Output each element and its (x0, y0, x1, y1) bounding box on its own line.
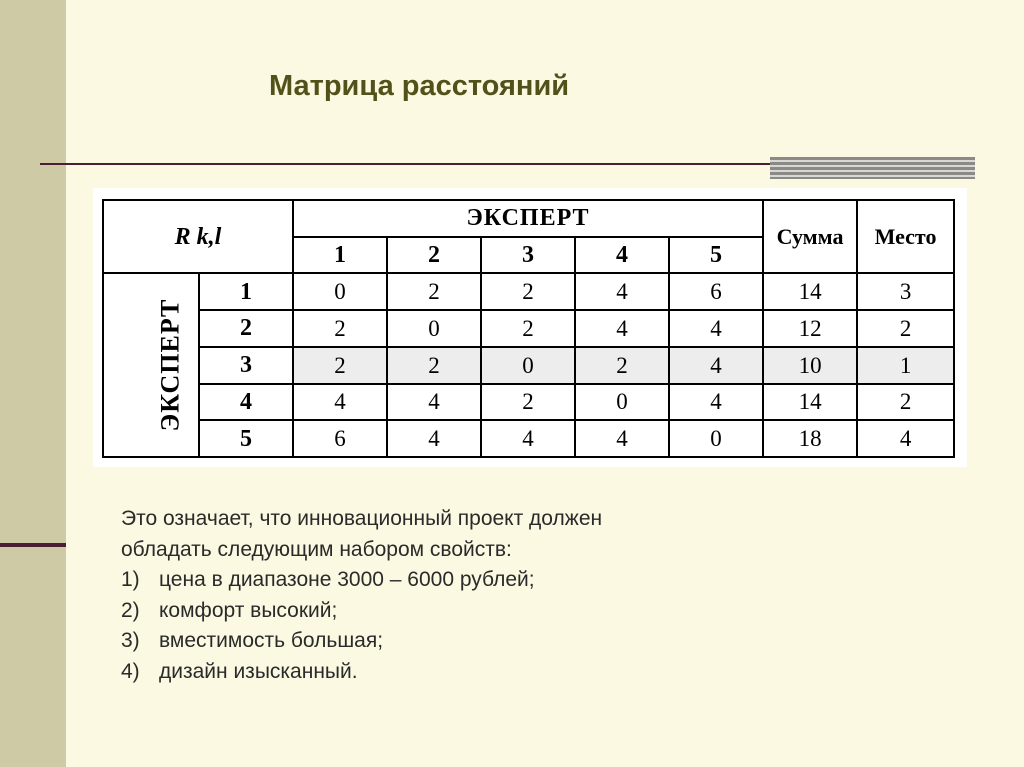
table-cell: 0 (575, 384, 669, 421)
list-item-number: 3) (121, 629, 140, 652)
properties-list (121, 565, 602, 687)
place-cell: 2 (857, 384, 954, 421)
column-number: 1 (293, 237, 387, 274)
distance-matrix-table (102, 199, 955, 458)
conclusion-intro-line: обладать следующим набором свойств: (121, 537, 512, 561)
list-item-number: 2) (121, 598, 140, 622)
table-cell: 4 (669, 384, 763, 421)
table-cell: 2 (481, 384, 575, 421)
table-cell: 6 (293, 420, 387, 457)
expert-column-header: ЭКСПЕРТ (293, 200, 763, 237)
table-row (103, 273, 954, 310)
table-cell: 2 (387, 347, 481, 384)
sum-cell: 12 (763, 310, 857, 347)
table-cell: 2 (575, 347, 669, 384)
slide-title: Матрица расстояний (269, 70, 570, 102)
table-cell: 0 (293, 273, 387, 310)
conclusion-text (121, 504, 602, 687)
row-number: 2 (199, 310, 293, 347)
row-number: 5 (199, 420, 293, 457)
list-item-text: цена в диапазоне 3000 – 6000 рублей; (159, 568, 535, 591)
list-item (121, 626, 602, 657)
column-number: 5 (669, 237, 763, 274)
list-item-text: вместимость большая; (159, 629, 384, 652)
place-cell: 2 (857, 310, 954, 347)
conclusion-intro-line: Это означает, что инновационный проект должен (121, 507, 603, 530)
place-cell: 1 (857, 347, 954, 384)
table-cell: 0 (387, 310, 481, 347)
left-decor-notch (0, 543, 66, 547)
sum-cell: 14 (763, 384, 857, 421)
table-row (103, 310, 954, 347)
table-cell: 2 (293, 347, 387, 384)
table-cell: 0 (481, 347, 575, 384)
list-item (121, 657, 602, 688)
sum-cell: 14 (763, 273, 857, 310)
table-cell: 2 (481, 310, 575, 347)
place-cell: 4 (857, 420, 954, 457)
table-cell: 4 (481, 420, 575, 457)
column-number: 4 (575, 237, 669, 274)
table-cell: 4 (575, 310, 669, 347)
place-header: Место (857, 200, 954, 273)
table-cell: 0 (669, 420, 763, 457)
table-cell: 4 (669, 347, 763, 384)
list-item-text: дизайн изысканный. (159, 659, 358, 683)
corner-label: R k,l (103, 200, 293, 273)
table-cell: 2 (387, 273, 481, 310)
table-row (103, 384, 954, 421)
decor-striped-block (770, 157, 975, 179)
table-cell: 4 (293, 384, 387, 421)
row-number: 4 (199, 384, 293, 421)
list-item-number: 4) (121, 659, 140, 683)
header-row-1 (103, 200, 954, 237)
row-group-label-cell (103, 273, 199, 457)
table-cell: 4 (575, 420, 669, 457)
table-cell: 4 (387, 420, 481, 457)
sum-cell: 18 (763, 420, 857, 457)
table-cell: 4 (669, 310, 763, 347)
list-item (121, 596, 602, 627)
list-item-number: 1) (121, 568, 140, 591)
table-cell: 2 (481, 273, 575, 310)
table-row (103, 420, 954, 457)
left-decor-band (0, 0, 66, 767)
row-number: 1 (199, 273, 293, 310)
row-number: 3 (199, 347, 293, 384)
row-group-label: ЭКСПЕРТ (155, 298, 185, 432)
table-cell: 6 (669, 273, 763, 310)
sum-cell: 10 (763, 347, 857, 384)
column-number: 3 (481, 237, 575, 274)
title-rule (40, 163, 775, 165)
table-cell: 4 (575, 273, 669, 310)
sum-header: Сумма (763, 200, 857, 273)
column-number: 2 (387, 237, 481, 274)
list-item-text: комфорт высокий; (159, 598, 338, 622)
list-item (121, 565, 602, 596)
table-row-highlighted (103, 347, 954, 384)
place-cell: 3 (857, 273, 954, 310)
table-cell: 2 (293, 310, 387, 347)
table-cell: 4 (387, 384, 481, 421)
